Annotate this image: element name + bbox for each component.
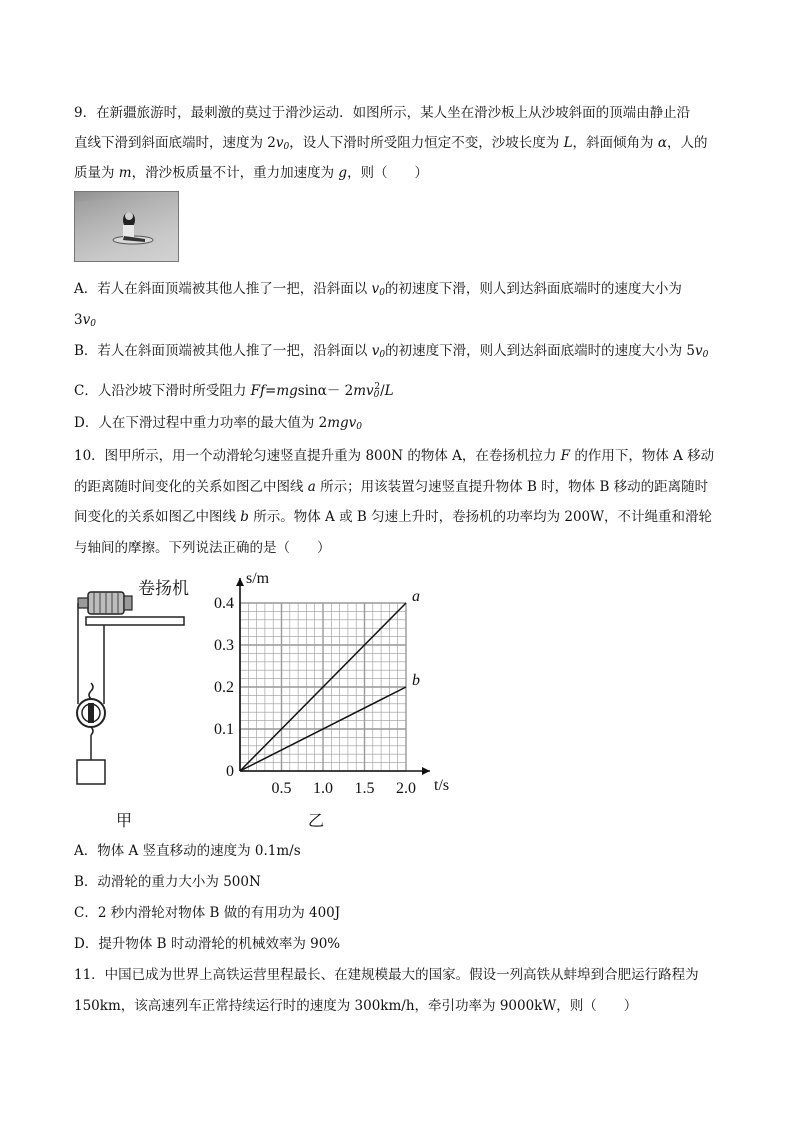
series-label-b: b [412, 672, 420, 689]
y-tick-label: 0.2 [214, 679, 234, 696]
x-tick-label: 1.0 [313, 780, 333, 797]
y-axis-label: s/m [246, 570, 270, 587]
x-tick-label: 0.5 [271, 780, 292, 797]
q9-line-3: 质量为 m，滑沙板质量不计，重力加速度为 g，则（ ） [74, 165, 429, 181]
winch-platform [86, 617, 184, 625]
q10-option-b: B．动滑轮的重力大小为 500N [74, 874, 261, 890]
x-tick-label: 1.5 [354, 780, 375, 797]
q10-line-3: 间变化的关系如图乙中图线 b 所示。物体 A 或 B 匀速上升时，卷扬机的功率均为 200W，不计绳重和滑轮 [74, 509, 713, 525]
origin-label: 0 [226, 763, 234, 780]
q9-option-a-line-1: A．若人在斜面顶端被其他人推了一把，沿斜面以 $v_0$的初速度下滑，则人到达斜面底端时的速度大小为 [74, 281, 682, 298]
q10-option-d: D．提升物体 B 时动滑轮的机械效率为 90% [74, 936, 341, 952]
figure-2-caption: 乙 [308, 813, 325, 830]
winch-label: 卷扬机 [138, 579, 189, 598]
winch-pulley-figure [70, 572, 200, 834]
q9-option-a-line-2: $3v_0$ [74, 312, 96, 329]
y-tick-label: 0.1 [214, 721, 234, 738]
x-tick-label: 2.0 [396, 780, 416, 797]
q9-option-d: D．人在下滑过程中重力功率的最大值为 2mgv$_0$ [74, 415, 363, 432]
q9-line-2: 直线下滑到斜面底端时，速度为 $2v_0$，设人下滑时所受阻力恒定不变，沙坡长度为 L，斜面倾角为 α，人的 [74, 135, 708, 152]
y-tick-label: 0.3 [214, 637, 234, 654]
sand-sliding-photo [74, 191, 179, 262]
q10-option-a: A．物体 A 竖直移动的速度为 0.1m/s [74, 843, 301, 859]
q10-line-4: 与轴间的摩擦。下列说法正确的是（ ） [74, 540, 331, 556]
q9-option-c: C．人沿沙坡下滑时所受阻力 $Ff=mgsin\alpha- 2mv_0^2/L$ [74, 382, 394, 400]
q9-option-b: B．若人在斜面顶端被其他人推了一把，沿斜面以 $v_0$的初速度下滑，则人到达斜面底端时的速度大小为 $5v_0$ [74, 343, 709, 360]
series-label-a: a [412, 588, 420, 605]
figure-1-caption: 甲 [116, 813, 133, 830]
q9-line-1: 9．在新疆旅游时，最刺激的莫过于滑沙运动．如图所示，某人坐在滑沙板上从沙坡斜面的顶端由静止沿 [74, 105, 691, 121]
load-block [77, 760, 105, 784]
q11-line-2: 150km，该高速列车正常持续运行时的速度为 300km/h，牵引功率为 9000kW，则（ ） [74, 998, 638, 1014]
q10-option-c: C．2 秒内滑轮对物体 B 做的有用功为 400J [74, 905, 341, 921]
x-axis-arrow [422, 767, 430, 775]
q11-line-1: 11．中国已成为世界上高铁运营里程最长、在建规模最大的国家。假设一列高铁从蚌埠到合肥运行路程为 [74, 967, 699, 983]
y-tick-label: 0.4 [214, 595, 234, 612]
q10-line-2: 的距离随时间变化的关系如图乙中图线 a 所示；用该装置匀速竖直提升物体 B 时，物体 B 移动的距离随时 [74, 479, 709, 495]
y-axis-arrow [236, 578, 244, 586]
q10-line-1: 10．图甲所示，用一个动滑轮匀速竖直提升重为 800N 的物体 A，在卷扬机拉力 F 的作用下，物体 A 移动 [74, 448, 715, 464]
s-t-chart [212, 568, 457, 832]
x-axis-label: t/s [434, 777, 450, 794]
